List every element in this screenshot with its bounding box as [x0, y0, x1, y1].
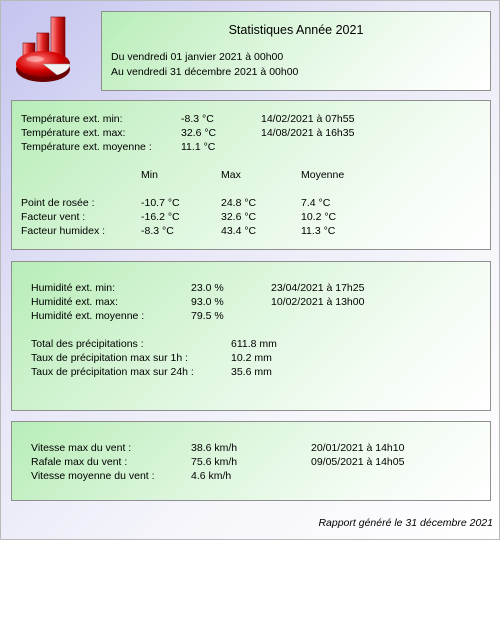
precip-rate1h-value: 10.2 mm — [231, 352, 272, 364]
table-row-avg: 11.3 °C — [301, 225, 336, 237]
wind-avg-label: Vitesse moyenne du vent : — [31, 470, 155, 482]
humidity-panel — [11, 261, 491, 411]
temp-avg-value: 11.1 °C — [181, 141, 216, 153]
temp-max-value: 32.6 °C — [181, 127, 217, 139]
table-row-label: Facteur humidex : — [21, 225, 106, 237]
wind-max-label: Vitesse max du vent : — [31, 442, 132, 454]
pie-chart-icon — [13, 13, 81, 85]
table-row-label: Point de rosée : — [21, 197, 95, 209]
wind-gust-value: 75.6 km/h — [191, 456, 238, 468]
humidity-avg-value: 79.5 % — [191, 310, 224, 322]
report-footer: Rapport généré le 31 décembre 2021 — [318, 517, 493, 529]
humidity-min-label: Humidité ext. min: — [31, 282, 116, 294]
report-title: Statistiques Année 2021 — [228, 23, 364, 37]
temp-avg-label: Température ext. moyenne : — [21, 141, 152, 153]
temp-min-value: -8.3 °C — [181, 113, 214, 125]
precip-total-label: Total des précipitations : — [31, 338, 144, 350]
precip-rate24h-label: Taux de précipitation max sur 24h : — [31, 366, 194, 378]
table-row-max: 24.8 °C — [221, 197, 257, 209]
humidity-min-value: 23.0 % — [191, 282, 224, 294]
precip-rate24h-value: 35.6 mm — [231, 366, 272, 378]
temp-max-label: Température ext. max: — [21, 127, 126, 139]
humidity-max-value: 93.0 % — [191, 296, 224, 308]
wind-gust-label: Rafale max du vent : — [31, 456, 128, 468]
table-row-avg: 7.4 °C — [301, 197, 331, 209]
precip-rate1h-label: Taux de précipitation max sur 1h : — [31, 352, 188, 364]
table-row-min: -16.2 °C — [141, 211, 180, 223]
col-header-avg: Moyenne — [301, 169, 345, 181]
wind-gust-date: 09/05/2021 à 14h05 — [311, 456, 405, 468]
humidity-max-label: Humidité ext. max: — [31, 296, 118, 308]
table-row-min: -10.7 °C — [141, 197, 180, 209]
table-row-label: Facteur vent : — [21, 211, 86, 223]
wind-max-date: 20/01/2021 à 14h10 — [311, 442, 405, 454]
precip-total-value: 611.8 mm — [231, 338, 277, 350]
wind-avg-value: 4.6 km/h — [191, 470, 232, 482]
humidity-avg-label: Humidité ext. moyenne : — [31, 310, 145, 322]
col-header-min: Min — [141, 169, 158, 181]
humidity-max-date: 10/02/2021 à 13h00 — [271, 296, 365, 308]
wind-max-value: 38.6 km/h — [191, 442, 238, 454]
period-end: Au vendredi 31 décembre 2021 à 00h00 — [111, 66, 299, 78]
temp-max-date: 14/08/2021 à 16h35 — [261, 127, 355, 139]
table-row-avg: 10.2 °C — [301, 211, 337, 223]
period-start: Du vendredi 01 janvier 2021 à 00h00 — [111, 51, 284, 63]
temperature-panel — [11, 100, 491, 250]
temp-min-label: Température ext. min: — [21, 113, 123, 125]
humidity-min-date: 23/04/2021 à 17h25 — [271, 282, 365, 294]
col-header-max: Max — [221, 169, 241, 181]
table-row-max: 32.6 °C — [221, 211, 257, 223]
temp-min-date: 14/02/2021 à 07h55 — [261, 113, 355, 125]
table-row-min: -8.3 °C — [141, 225, 174, 237]
table-row-max: 43.4 °C — [221, 225, 257, 237]
report-header-panel — [101, 11, 491, 91]
wind-panel — [11, 421, 491, 501]
